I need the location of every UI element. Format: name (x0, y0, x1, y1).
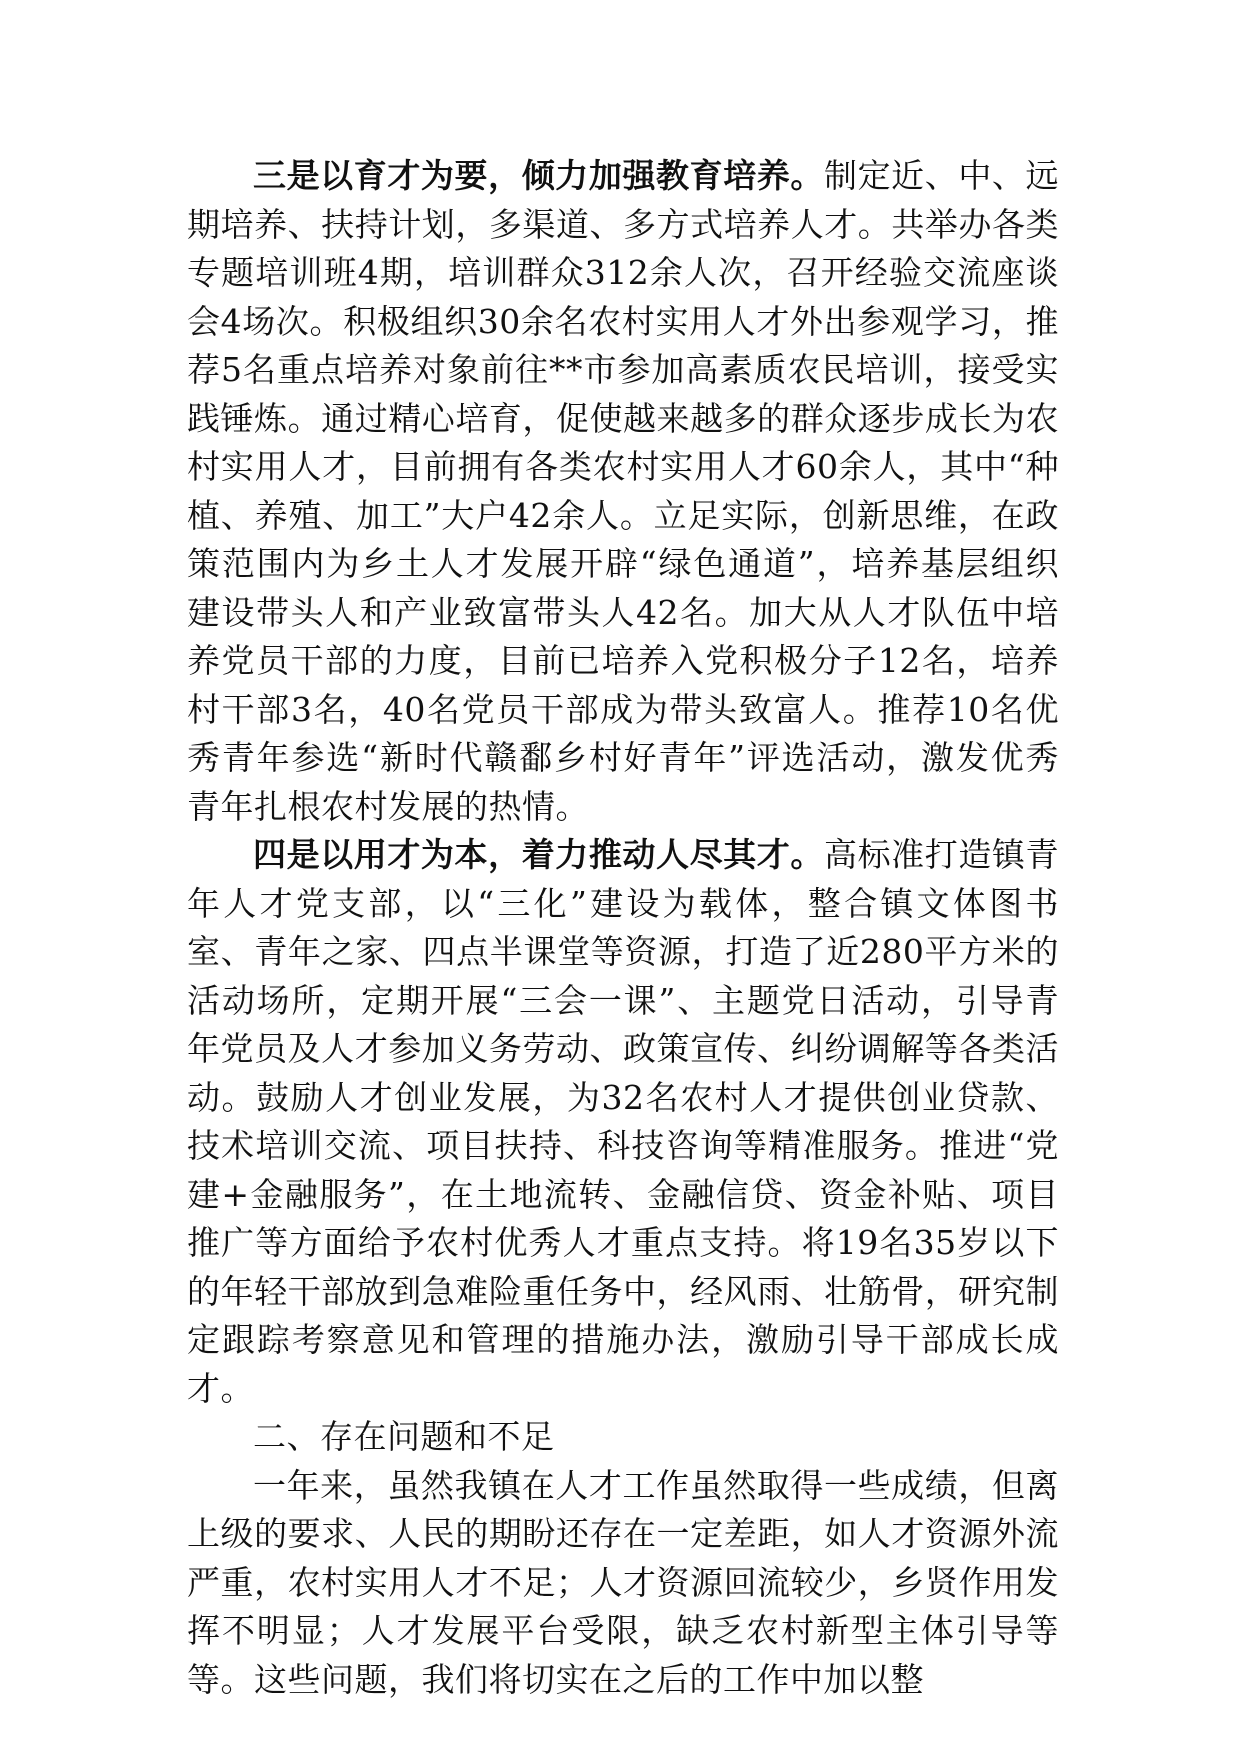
paragraph-lead-utilization: 四是以用才为本，着力推动人尽其才。 (253, 835, 824, 874)
paragraph-body-utilization: 高标准打造镇青年人才党支部，以“三化”建设为载体，整合镇文体图书室、青年之家、四点半课堂等资源，打造了近280平方米的活动场所，定期开展“三会一课”、主题党日活动，引导青年党员及人才参加义务劳动、政策宣传、纠纷调解等各类活动。鼓励人才创业发展，为32名农村人才提供创业贷款、技术培训交流、项目扶持、科技咨询等精准服务。推进“党建+金融服务”，在土地流转、金融信贷、资金补贴、项目推广等方面给予农村优秀人才重点支持。将19名35岁以下的年轻干部放到急难险重任务中，经风雨、壮筋骨，研究制定跟踪考察意见和管理的措施办法，激励引导干部成长成才。 (187, 835, 1060, 1408)
paragraph-body-cultivation: 制定近、中、远期培养、扶持计划，多渠道、多方式培养人才。共举办各类专题培训班4期，培训群众312余人次，召开经验交流座谈会4场次。积极组织30余名农村实用人才外出参观学习，推荐5名重点培养对象前往**市参加高素质农民培训，接受实践锤炼。通过精心培育，促使越来越多的群众逐步成长为农村实用人才，目前拥有各类农村实用人才60余人，其中“种植、养殖、加工”大户42余人。立足实际，创新思维，在政策范围内为乡土人才发展开辟“绿色通道”，培养基层组织建设带头人和产业致富带头人42名。加大从人才队伍中培养党员干部的力度，目前已培养入党积极分子12名，培养村干部3名，40名党员干部成为带头致富人。推荐10名优秀青年参选“新时代赣鄱乡村好青年”评选活动，激发优秀青年扎根农村发展的热情。 (187, 156, 1060, 826)
document-body (187, 152, 1059, 1704)
paragraph-lead-cultivation: 三是以育才为要，倾力加强教育培养。 (253, 156, 824, 195)
paragraph-cultivation (187, 152, 1059, 831)
section-heading: 二、存在问题和不足 (253, 1417, 555, 1456)
paragraph-problems: 一年来，虽然我镇在人才工作虽然取得一些成绩，但离上级的要求、人民的期盼还存在一定差距，如人才资源外流严重，农村实用人才不足；人才资源回流较少，乡贤作用发挥不明显；人才发展平台受限，缺乏农村新型主体引导等等。这些问题，我们将切实在之后的工作中加以整 (187, 1465, 1059, 1699)
paragraph-utilization (187, 831, 1059, 1413)
